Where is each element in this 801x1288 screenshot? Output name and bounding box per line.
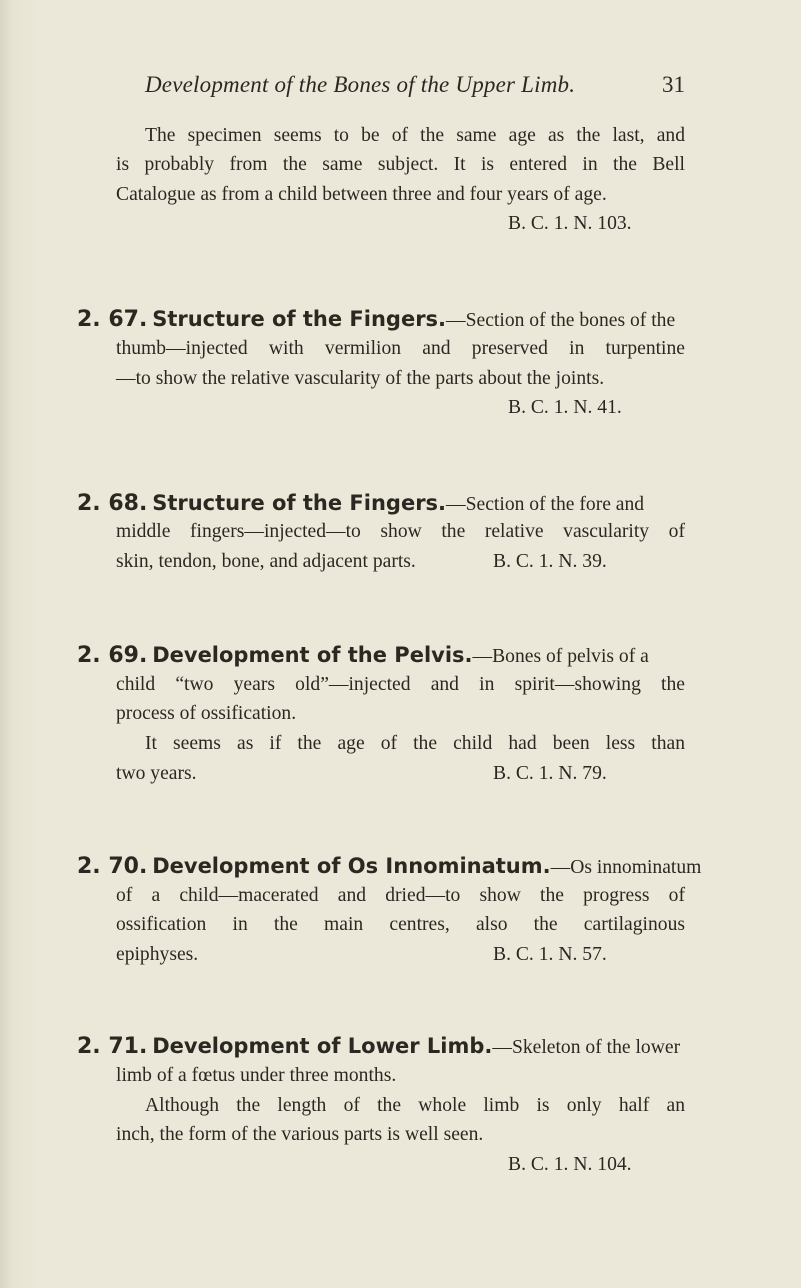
intro-line-1: The specimen seems to be of the same age as the last, and xyxy=(145,125,685,146)
entry-line: —to show the relative vascularity of the parts about the joints. xyxy=(116,368,605,389)
entry-line: of a child—macerated and dried—to show the progress of xyxy=(116,885,685,906)
entry-heading xyxy=(77,1034,680,1059)
entry-reference: B. C. 1. N. 79. xyxy=(493,763,607,784)
entry-line: child “two years old”—injected and in spirit—showing the xyxy=(116,674,685,695)
entry-line: process of ossification. xyxy=(116,703,297,724)
entry-number: 2. 71. xyxy=(77,1034,148,1059)
intro-reference: B. C. 1. N. 103. xyxy=(508,213,632,234)
intro-line-2: is probably from the same subject. It is entered in the Bell xyxy=(116,154,685,175)
entry-reference: B. C. 1. N. 104. xyxy=(508,1154,632,1175)
entry-number: 2. 68. xyxy=(77,491,148,516)
entry-line: Although the length of the whole limb is only half an xyxy=(145,1095,685,1116)
entry-line: thumb—injected with vermilion and preserved in turpentine xyxy=(116,338,685,359)
entry-line: It seems as if the age of the child had been less than xyxy=(145,733,685,754)
entry-title: Structure of the Fingers. xyxy=(152,491,447,515)
entry-title: Development of the Pelvis. xyxy=(152,643,473,667)
entry-heading xyxy=(77,307,675,332)
entry-number: 2. 69. xyxy=(77,643,148,668)
entry-line: limb of a fœtus under three months. xyxy=(116,1065,397,1086)
entry-line: skin, tendon, bone, and adjacent parts. xyxy=(116,551,416,572)
entry-heading xyxy=(77,643,649,668)
entry-title: Development of Lower Limb. xyxy=(152,1034,493,1058)
entry-line: —Bones of pelvis of a xyxy=(472,646,649,667)
entry-line: —Skeleton of the lower xyxy=(492,1037,681,1058)
entry-heading xyxy=(77,854,701,879)
entry-line: epiphyses. xyxy=(116,944,199,965)
entry-reference: B. C. 1. N. 57. xyxy=(493,944,607,965)
entry-reference: B. C. 1. N. 41. xyxy=(508,397,622,418)
intro-line-3: Catalogue as from a child between three and four years of age. xyxy=(116,184,607,205)
entry-title: Structure of the Fingers. xyxy=(152,307,447,331)
running-header xyxy=(145,72,685,106)
entry-line: —Section of the bones of the xyxy=(446,310,676,331)
entry-line: —Section of the fore and xyxy=(446,494,645,515)
entry-line: two years. xyxy=(116,763,197,784)
entry-line: ossification in the main centres, also the cartilaginous xyxy=(116,914,685,935)
entry-number: 2. 67. xyxy=(77,307,148,332)
entry-line: inch, the form of the various parts is well seen. xyxy=(116,1124,484,1145)
entry-heading xyxy=(77,491,644,516)
entry-title: Development of Os Innominatum. xyxy=(152,854,551,878)
entry-number: 2. 70. xyxy=(77,854,148,879)
entry-line: —Os innominatum xyxy=(550,857,702,878)
entry-reference: B. C. 1. N. 39. xyxy=(493,551,607,572)
entry-line: middle fingers—injected—to show the relative vascularity of xyxy=(116,521,685,542)
page-number: 31 xyxy=(662,72,685,97)
header-title: Development of the Bones of the Upper Limb. xyxy=(145,72,576,97)
